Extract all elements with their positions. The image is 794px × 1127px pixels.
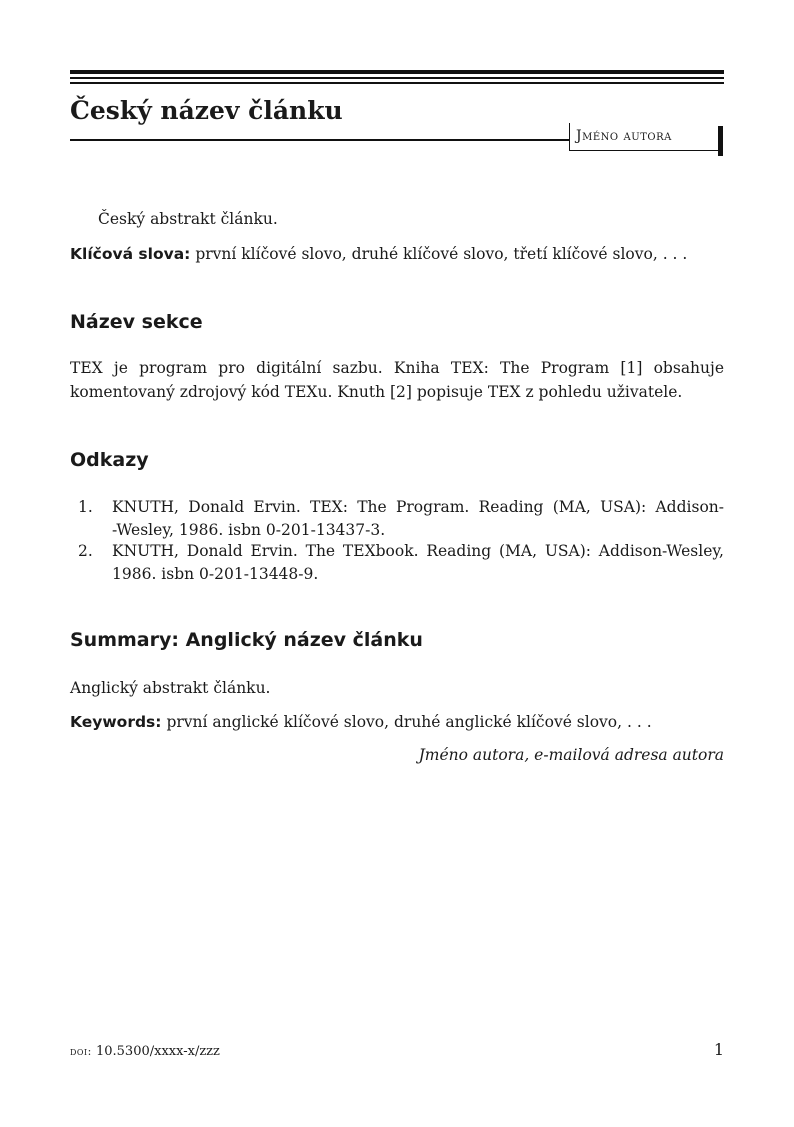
reference-number: 2.: [78, 542, 93, 560]
english-keywords: [70, 711, 652, 733]
reference-line: -Wesley, 1986. isbn 0-201-13437-3.: [112, 521, 386, 539]
czech-abstract: Český abstrakt článku.: [98, 210, 278, 228]
summary-heading: Summary: Anglický název článku: [70, 629, 423, 651]
reference-line: KNUTH, Donald Ervin. The TEXbook. Reading (MA, USA): Addison-Wesley,: [112, 542, 724, 560]
references-heading: Odkazy: [70, 449, 149, 471]
section-body-line: komentovaný zdrojový kód TEXu. Knuth [2] popisuje TEX z pohledu uživatele.: [70, 383, 683, 401]
article-title: Český název článku: [70, 96, 343, 125]
keywords-text: první anglické klíčové slovo, druhé anglické klíčové slovo, . . .: [166, 713, 652, 731]
title-underline: [70, 139, 570, 141]
author-name: Jméno autora: [569, 123, 718, 151]
czech-keywords: [70, 243, 687, 265]
section-heading: Název sekce: [70, 311, 203, 333]
section-body: [70, 356, 724, 404]
keywords-label: Keywords:: [70, 713, 162, 731]
doi-footer: [70, 1044, 220, 1059]
header-rule-thin: [70, 82, 724, 84]
doi-value: 10.5300/xxxx-x/zzz: [95, 1044, 220, 1059]
header-rule-thick: [70, 70, 724, 74]
reference-number: 1.: [78, 498, 93, 516]
reference-line: KNUTH, Donald Ervin. TEX: The Program. Reading (MA, USA): Addison-: [112, 498, 724, 516]
header-rule-middle: [70, 77, 724, 79]
doi-label: doi:: [70, 1045, 92, 1058]
section-body-line: TEX je program pro digitální sazbu. Kniha TEX: The Program [1] obsahuje: [70, 359, 724, 377]
english-abstract: Anglický abstrakt článku.: [70, 679, 271, 697]
keywords-label: Klíčová slova:: [70, 245, 191, 263]
page-number: 1: [713, 1040, 724, 1059]
author-box-shadow: [718, 126, 723, 156]
keywords-text: první klíčové slovo, druhé klíčové slovo, třetí klíčové slovo, . . .: [195, 245, 688, 263]
reference-line: 1986. isbn 0-201-13448-9.: [112, 565, 319, 583]
author-signature: Jméno autora, e-mailová adresa autora: [418, 746, 724, 764]
